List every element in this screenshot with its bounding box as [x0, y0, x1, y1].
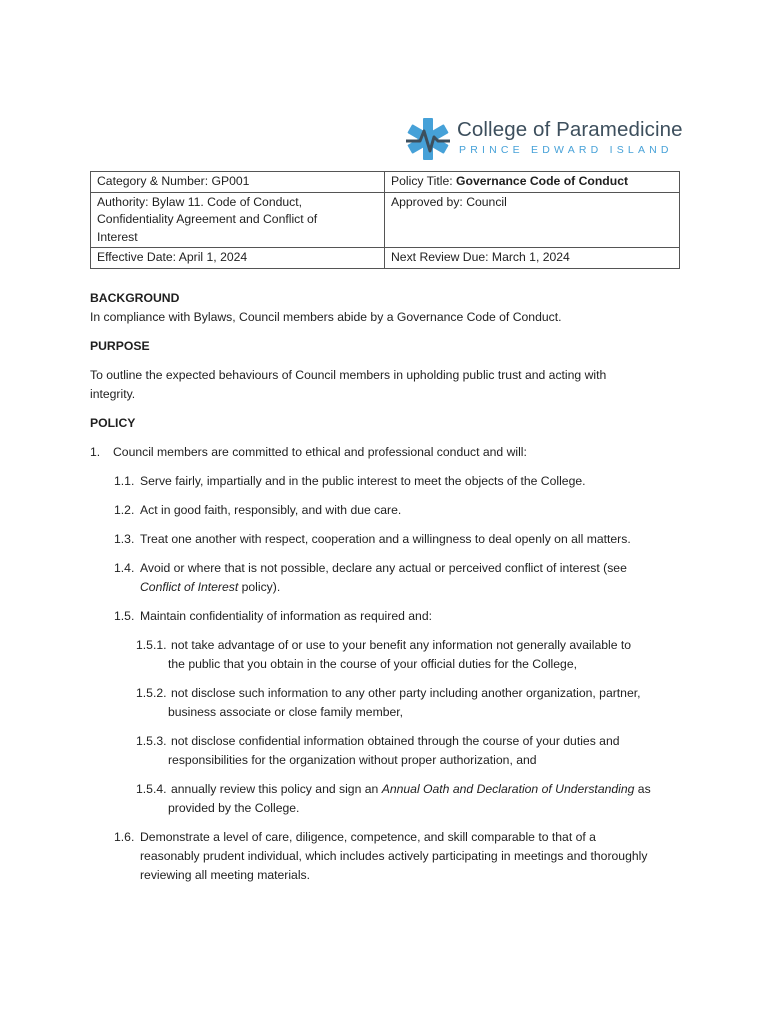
item-text: not disclose confidential information obtained through the course of your duties and	[171, 734, 620, 748]
conflict-of-interest-ref: Conflict of Interest	[140, 580, 239, 594]
item-text: Serve fairly, impartially and in the public interest to meet the objects of the College.	[140, 474, 586, 488]
list-item	[114, 828, 704, 885]
policy-title-label: Policy Title:	[391, 174, 457, 188]
college-logo	[405, 116, 683, 162]
item-text: Avoid or where that is not possible, declare any actual or perceived conflict of interest (see	[140, 561, 627, 575]
item-text: not disclose such information to any other party including another organization, partner,	[171, 686, 641, 700]
list-item	[136, 780, 696, 818]
policy-title-value: Governance Code of Conduct	[456, 174, 629, 188]
item-text-line2: responsibilities for the organization without proper authorization, and	[168, 753, 537, 767]
item-text-line3: reviewing all meeting materials.	[140, 868, 311, 882]
item-text: Demonstrate a level of care, diligence, competence, and skill comparable to that of a	[140, 830, 596, 844]
item-text	[171, 780, 651, 799]
item-text: Maintain confidentiality of information as required and:	[140, 609, 432, 623]
next-review-cell: Next Review Due: March 1, 2024	[385, 248, 680, 269]
item-text-line2: business associate or close family member,	[168, 705, 404, 719]
item-number: 1.4.	[114, 561, 135, 575]
list-item	[136, 636, 696, 674]
category-cell: Category & Number: GP001	[91, 172, 385, 193]
purpose-heading: PURPOSE	[90, 339, 150, 353]
item-number: 1.5.2.	[136, 686, 167, 700]
item-number: 1.3.	[114, 532, 135, 546]
item-text-pre: annually review this policy and sign an	[171, 782, 382, 796]
item-number: 1.1.	[114, 474, 135, 488]
star-of-life-logo-icon	[405, 116, 451, 162]
authority-line: Interest	[97, 229, 138, 244]
table-row	[91, 248, 680, 269]
policy-heading: POLICY	[90, 416, 136, 430]
policy-info-table	[90, 171, 680, 269]
policy-title-cell	[385, 172, 680, 193]
list-item	[114, 559, 694, 597]
item-number: 1.5.1.	[136, 638, 167, 652]
purpose-text-line: integrity.	[90, 387, 136, 401]
item-text: Council members are committed to ethical and professional conduct and will:	[113, 445, 527, 459]
item-number: 1.5.3.	[136, 734, 167, 748]
item-number: 1.5.4.	[136, 782, 167, 796]
authority-line: Authority: Bylaw 11. Code of Conduct,	[97, 194, 303, 209]
table-row	[91, 172, 680, 193]
item-text: not take advantage of or use to your benefit any information not generally available to	[171, 638, 632, 652]
list-item	[136, 732, 696, 770]
logo-title: College of Paramedicine	[457, 118, 683, 141]
item-number: 1.	[90, 445, 101, 459]
table-row	[91, 192, 680, 248]
item-text-line2: the public that you obtain in the course of your official duties for the College,	[168, 657, 577, 671]
item-text-post: as	[634, 782, 651, 796]
background-heading: BACKGROUND	[90, 291, 180, 305]
item-text: Treat one another with respect, cooperation and a willingness to deal openly on all matters.	[140, 532, 631, 546]
list-item	[136, 684, 696, 722]
item-text-tail: policy).	[238, 580, 281, 594]
authority-cell	[91, 192, 385, 248]
annual-oath-ref: Annual Oath and Declaration of Understanding	[381, 782, 635, 796]
item-number: 1.2.	[114, 503, 135, 517]
item-text-line2	[140, 578, 280, 597]
logo-subtitle: PRINCE EDWARD ISLAND	[459, 144, 673, 156]
authority-line: Confidentiality Agreement and Conflict of	[97, 212, 318, 226]
background-text: In compliance with Bylaws, Council members abide by a Governance Code of Conduct.	[90, 310, 562, 324]
approved-by-cell: Approved by: Council	[385, 192, 680, 248]
effective-date-cell: Effective Date: April 1, 2024	[91, 248, 385, 269]
item-number: 1.5.	[114, 609, 135, 623]
item-text-line2: reasonably prudent individual, which includes actively participating in meetings and thoroughly	[140, 849, 648, 863]
purpose-text-line: To outline the expected behaviours of Council members in upholding public trust and acting with	[90, 368, 607, 382]
item-text: Act in good faith, responsibly, and with due care.	[140, 503, 402, 517]
item-number: 1.6.	[114, 830, 135, 844]
item-text-line2: provided by the College.	[168, 801, 300, 815]
